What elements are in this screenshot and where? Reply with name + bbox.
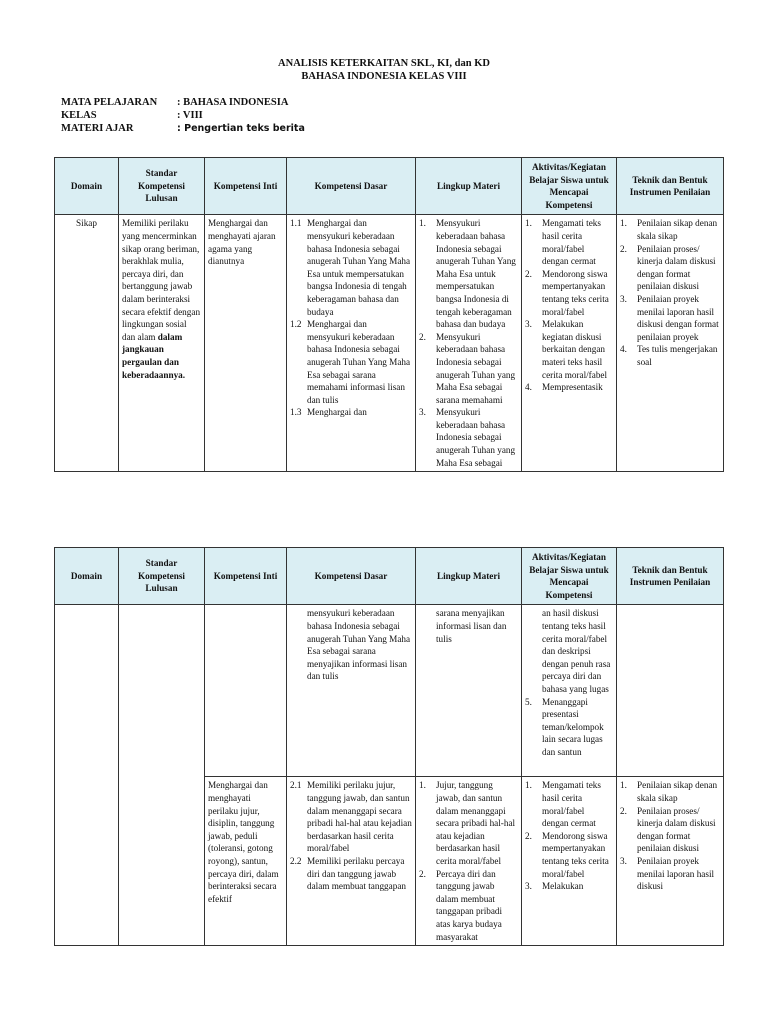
analysis-table-page1: [54, 157, 724, 472]
table-header-row: [55, 548, 724, 605]
ki-cell: [205, 605, 287, 777]
materi-cell: [416, 777, 522, 946]
list-item: 4. Tes tulis mengerjakan soal: [620, 344, 718, 367]
table-header-row: [55, 158, 724, 215]
list-item: 2.1 Memiliki perilaku jujur, tanggung jawab, dan santun dalam menanggapi secara pribadi hal-hal atau kejadian berdasarkan hasil cerita moral/fabel: [290, 780, 412, 854]
meta-value: : VIII: [177, 110, 203, 121]
kd-cell: [287, 215, 416, 472]
meta-label: KELAS: [61, 110, 97, 121]
list-item: 2. Percaya diri dan tanggung jawab dalam membuat tanggapan pribadi atas karya budaya masyarakat: [419, 868, 503, 942]
penilaian-cell: [617, 777, 724, 946]
skl-cell: [119, 605, 205, 946]
skl-text: Memiliki perilaku yang mencerminkan sikap orang beriman, berakhlak mulia, percaya diri, dan bertanggung jawab dalam berinteraksi secara efektif dengan lingkungan sosial dan alam: [122, 218, 201, 342]
materi-cell: [416, 215, 522, 472]
list-item: 1. Mengamati teks hasil cerita moral/fabel dengan cermat: [525, 780, 601, 829]
col-header-materi: Lingkup Materi: [416, 158, 522, 215]
skl-cell: [119, 215, 205, 472]
list-item: 2. Penilaian proses/ kinerja dalam diskusi dengan format penilaian diskusi: [620, 243, 716, 292]
list-item: 1. Jujur, tanggung jawab, dan santun dalam menanggapi secara pribadi hal-hal atau kejadian berdasarkan hasil cerita moral/fabel: [419, 780, 516, 866]
list-item: 5. Menanggapi presentasi teman/kelompok lain secara lugas dan santun: [525, 696, 604, 757]
document-title: ANALISIS KETERKAITAN SKL, KI, dan KD: [278, 58, 490, 69]
meta-value: : Pengertian teks berita: [177, 123, 305, 134]
col-header-kd: Kompetensi Dasar: [287, 548, 416, 605]
col-header-penilaian: Teknik dan Bentuk Instrumen Penilaian: [617, 158, 724, 215]
list-item: 1.3 Menghargai dan: [290, 407, 367, 418]
kd-cell: [287, 777, 416, 946]
col-header-penilaian: Teknik dan Bentuk Instrumen Penilaian: [617, 548, 724, 605]
ki-cell: Menghargai dan menghayati perilaku jujur, disiplin, tanggung jawab, peduli (toleransi, gotong royong), santun, percaya diri, dalam berinteraksi secara efektif: [205, 777, 287, 946]
meta-label: MATERI AJAR: [61, 123, 134, 134]
list-item: 2. Penilaian proses/ kinerja dalam diskusi dengan format penilaian diskusi: [620, 805, 716, 854]
list-item: 3. Penilaian proyek menilai laporan hasil diskusi: [620, 855, 715, 892]
col-header-aktivitas: Aktivitas/Kegiatan Belajar Siswa untuk Mencapai Kompetensi: [522, 548, 617, 605]
meta-value: : BAHASA INDONESIA: [177, 97, 289, 108]
domain-cell: Sikap: [55, 215, 119, 472]
list-item: 1. Mensyukuri keberadaan bahasa Indonesia sebagai anugerah Tuhan Yang Maha Esa untuk mempersatukan bangsa Indonesia di tengah keberagaman bahasa dan budaya: [419, 218, 516, 330]
col-header-domain: Domain: [55, 158, 119, 215]
list-item: 2.2 Memiliki perilaku percaya diri dan tanggung jawab dalam membuat tanggapan: [290, 855, 406, 892]
meta-label: MATA PELAJARAN: [61, 97, 158, 108]
col-header-skl: Standar Kompetensi Lulusan: [119, 158, 205, 215]
list-item: 1.2 Menghargai dan mensyukuri keberadaan bahasa Indonesia sebagai anugerah Tuhan Yang Maha Esa sebagai sarana memahami informasi lisan dan tulis: [290, 319, 411, 405]
col-header-ki: Kompetensi Inti: [205, 158, 287, 215]
aktivitas-cell: [522, 215, 617, 472]
col-header-kd: Kompetensi Dasar: [287, 158, 416, 215]
document-subtitle: BAHASA INDONESIA KELAS VIII: [301, 71, 467, 82]
list-item: 2. Mensyukuri keberadaan bahasa Indonesia sebagai anugerah Tuhan yang Maha Esa sebagai sarana memahami: [419, 331, 516, 405]
domain-cell: [55, 605, 119, 946]
materi-cell: [416, 605, 522, 777]
kd-cell: [287, 605, 416, 777]
col-header-aktivitas: Aktivitas/Kegiatan Belajar Siswa untuk Mencapai Kompetensi: [522, 158, 617, 215]
list-item: 2. Mendorong siswa mempertanyakan tentang teks cerita moral/fabel: [525, 830, 609, 879]
list-item: 1. Mengamati teks hasil cerita moral/fabel dengan cermat: [525, 218, 601, 267]
list-item: 3. Melakukan: [525, 881, 584, 892]
materi-continued-text: sarana menyajikan informasi lisan dan tulis: [436, 608, 507, 644]
penilaian-cell: [617, 605, 724, 777]
kd-continued-text: mensyukuri keberadaan bahasa Indonesia sebagai anugerah Tuhan Yang Maha Esa sebagai sarana menyajikan informasi lisan dan tulis: [307, 608, 411, 682]
col-header-ki: Kompetensi Inti: [205, 548, 287, 605]
list-item: 3. Mensyukuri keberadaan bahasa Indonesia sebagai anugerah Tuhan yang Maha Esa sebagai: [419, 407, 516, 468]
list-item: 4. Mempresentasik: [525, 382, 603, 393]
aktivitas-cell: [522, 605, 617, 777]
list-item: 3. Penilaian proyek menilai laporan hasil diskusi dengan format penilaian proyek: [620, 293, 719, 342]
analysis-table-page2: [54, 547, 724, 946]
list-item: 3. Melakukan kegiatan diskusi berkaitan dengan materi teks hasil cerita moral/fabel: [525, 319, 608, 380]
list-item: 1. Penilaian sikap denan skala sikap: [620, 780, 718, 803]
aktivitas-continued-text: an hasil diskusi tentang teks hasil cerita moral/fabel dan deskripsi dengan penuh rasa percaya diri dan bahasa yang lugas: [542, 608, 611, 694]
col-header-domain: Domain: [55, 548, 119, 605]
ki-cell: Menghargai dan menghayati ajaran agama yang dianutnya: [205, 215, 287, 472]
table-row: [55, 605, 724, 777]
aktivitas-cell: [522, 777, 617, 946]
list-item: 2. Mendorong siswa mempertanyakan tentang teks cerita moral/fabel: [525, 268, 609, 317]
col-header-skl: Standar Kompetensi Lulusan: [119, 548, 205, 605]
col-header-materi: Lingkup Materi: [416, 548, 522, 605]
penilaian-cell: [617, 215, 724, 472]
list-item: 1. Penilaian sikap denan skala sikap: [620, 218, 718, 241]
table-row: [55, 215, 724, 472]
skl-text-bold: dalam jangkauan pergaulan dan keberadaannya.: [122, 331, 186, 380]
list-item: 1.1 Menghargai dan mensyukuri keberadaan bahasa Indonesia sebagai anugerah Tuhan Yang Maha Esa untuk mempersatukan bangsa Indonesia di tengah keberagaman bahasa dan budaya: [290, 218, 411, 317]
